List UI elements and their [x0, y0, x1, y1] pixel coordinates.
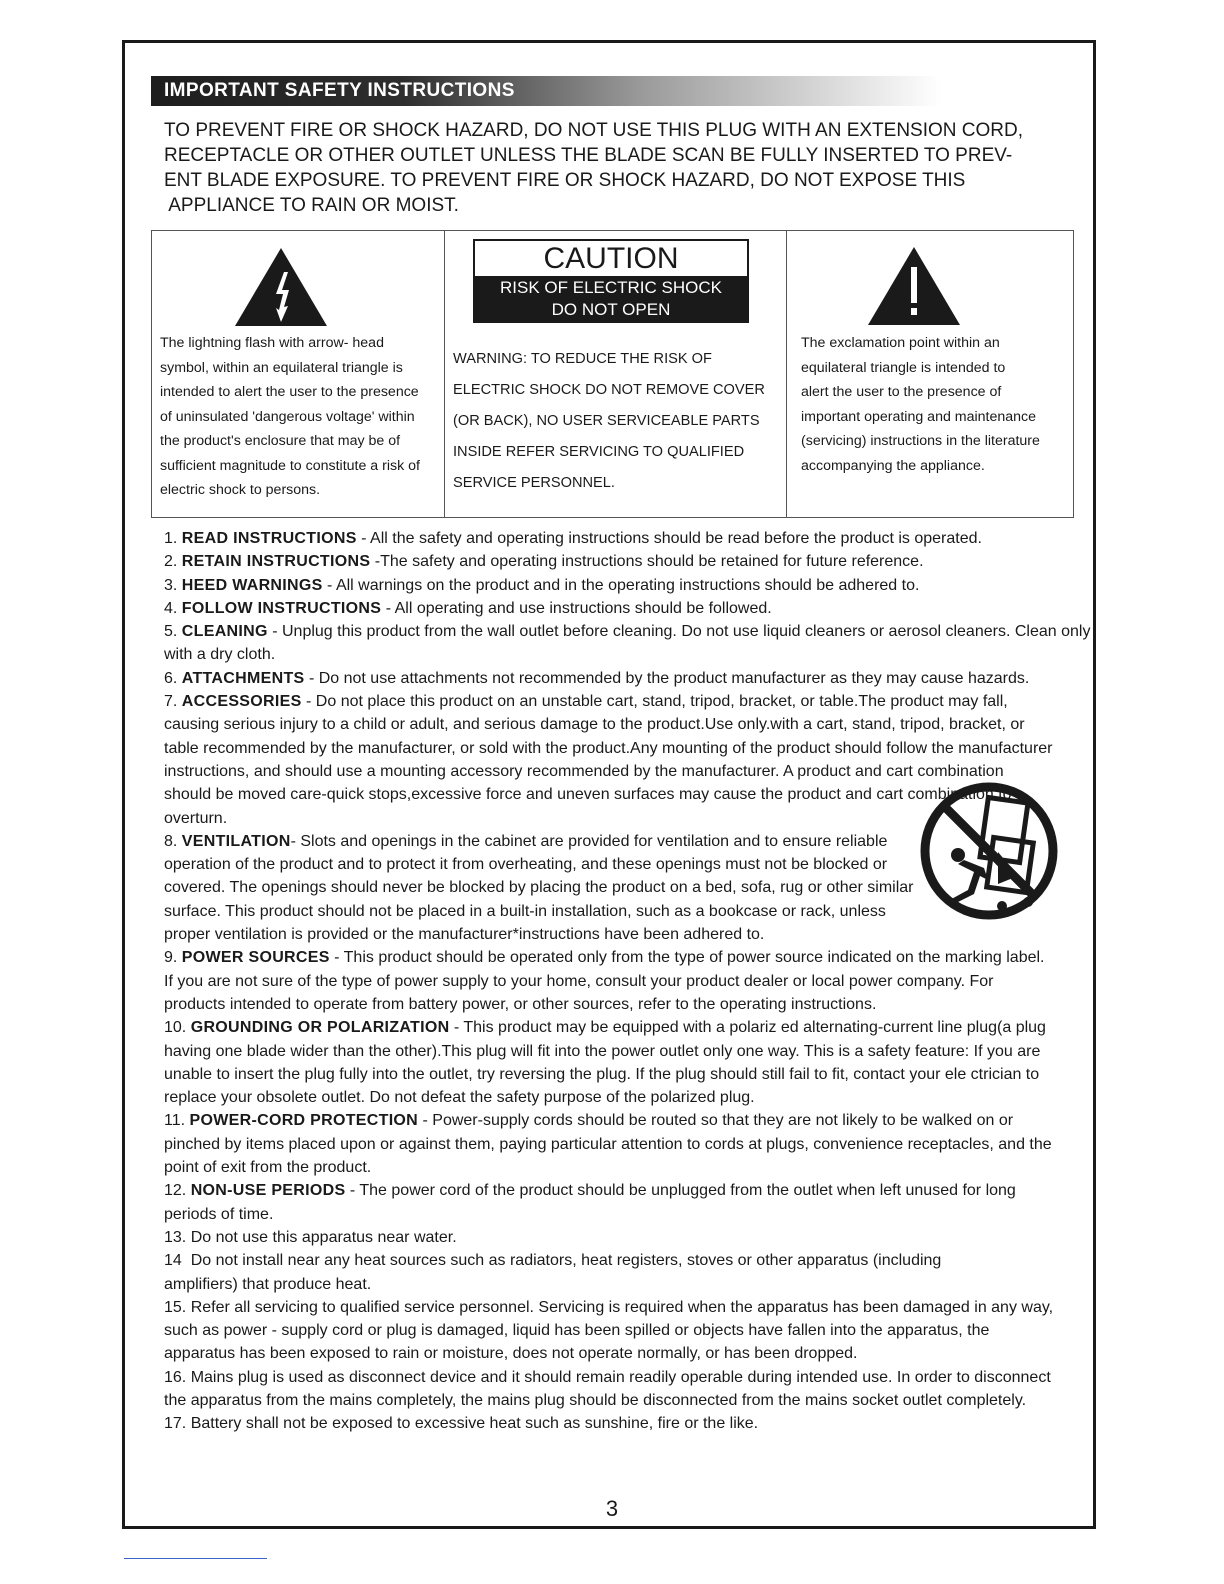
list-item: 15. Refer all servicing to qualified service personnel. Servicing is required when the apparatus has been damaged in any way, such as power - supply cord or plug is damaged, liquid has been spilled or objects have fallen into the apparatus, the apparatus has been exposed to rain or moisture, does not operate normally, or has been dropped.: [164, 1298, 1054, 1363]
list-item: 8. VENTILATION- Slots and openings in the cabinet are provided for ventilation and to ensure reliable operation of the product and to protect it from overheating, and these openings must not be blocked or covered. The openings should never be blocked by placing the product on a bed, sofa, rug or other similar surface. This product should not be placed in a built-in installation, such as a bookcase or rack, unless proper ventilation is provided or the manufacturer*instructions have been adhered to.: [164, 832, 914, 944]
exclamation-column: [787, 231, 1073, 517]
exclamation-description: The exclamation point within an equilateral triangle is intended to alert the user to the presence of important operating and maintenance (servicing) instructions in the literature accompanying the appliance.: [801, 335, 1040, 474]
section-header: [151, 76, 941, 106]
section-title: IMPORTANT SAFETY INSTRUCTIONS: [164, 80, 515, 101]
list-item: 13. Do not use this apparatus near water.: [164, 1228, 457, 1246]
exclamation-triangle-icon: [865, 243, 963, 329]
intro-line: ENT BLADE EXPOSURE. TO PREVENT FIRE OR SHOCK HAZARD, DO NOT EXPOSE THIS: [164, 170, 966, 191]
page-number: 3: [605, 1496, 619, 1521]
list-item: 16. Mains plug is used as disconnect device and it should remain readily operable during intended use. In order to disconnect the apparatus from the mains completely, the mains plug should be disconnected from the mains socket outlet completely.: [164, 1368, 1051, 1409]
caution-subtitle: RISK OF ELECTRIC SHOCK DO NOT OPEN: [475, 276, 747, 321]
caution-warning-text: WARNING: TO REDUCE THE RISK OF ELECTRIC SHOCK DO NOT REMOVE COVER (OR BACK), NO USER SERVICEABLE PARTS INSIDE REFER SERVICING TO QUALIFIED SERVICE PERSONNEL.: [453, 351, 765, 491]
intro-line: RECEPTACLE OR OTHER OUTLET UNLESS THE BLADE SCAN BE FULLY INSERTED TO PREV-: [164, 145, 1013, 166]
footer-rule: [124, 1558, 267, 1559]
list-item: 4. FOLLOW INSTRUCTIONS - All operating and use instructions should be followed.: [164, 599, 772, 617]
list-item: 14 Do not install near any heat sources such as radiators, heat registers, stoves or other apparatus (including amplifiers) that produce heat.: [164, 1252, 946, 1293]
intro-line: TO PREVENT FIRE OR SHOCK HAZARD, DO NOT USE THIS PLUG WITH AN EXTENSION CORD,: [164, 120, 1023, 141]
list-item: 3. HEED WARNINGS - All warnings on the product and in the operating instructions should be adhered to.: [164, 576, 920, 594]
list-item: 2. RETAIN INSTRUCTIONS -The safety and operating instructions should be retained for future reference.: [164, 553, 924, 571]
list-item: 6. ATTACHMENTS - Do not use attachments not recommended by the product manufacturer as they may cause hazards.: [164, 669, 1030, 687]
lightning-description: The lightning flash with arrow- head symbol, within an equilateral triangle is intended to alert the user to the presence of uninsulated 'dangerous voltage' within the product's enclosure that may be of sufficient magnitude to constitute a risk of electric shock to persons.: [160, 335, 420, 498]
lightning-column: [152, 231, 445, 517]
instructions-list: [164, 527, 1094, 1436]
caution-label: [473, 239, 749, 323]
list-item: 17. Battery shall not be exposed to excessive heat such as sunshine, fire or the like.: [164, 1415, 759, 1433]
list-item: 11. POWER-CORD PROTECTION - Power-supply cords should be routed so that they are not likely to be walked on or pinched by items placed upon or against them, paying particular attention to cords at plugs, convenience receptacles, and the point of exit from the product.: [164, 1112, 1052, 1177]
lightning-triangle-icon: [232, 244, 330, 330]
list-item: 7. ACCESSORIES - Do not place this product on an unstable cart, stand, tripod, bracket, or table.The product may fall, causing serious injury to a child or adult, and serious damage to the product.Use only.with a cart, stand, tripod, bracket, or table recommended by the manufacturer, or sold with the product.Any mounting of the product should follow the manufacturer instructions, and should use a mounting accessory recommended by the manufacturer. A product and cart combination should be moved care-quick stops,excessive force and uneven surfaces may cause the product and cart combination to overturn.: [164, 693, 1053, 827]
list-item: 1. READ INSTRUCTIONS - All the safety and operating instructions should be read before the product is operated.: [164, 530, 982, 547]
list-item: 10. GROUNDING OR POLARIZATION - This product may be equipped with a polariz ed alternating-current line plug(a plug having one blade wider than the other).This plug will fit into the power outlet only one way. This is a safety feature: If you are unable to insert the plug fully into the outlet, try reversing the plug. If the plug should still fail to fit, contact your ele ctrician to replace your obsolete outlet. Do not defeat the safety purpose of the polarized plug.: [164, 1019, 1046, 1107]
list-item: 9. POWER SOURCES - This product should be operated only from the type of power source indicated on the marking label. If you are not sure of the type of power supply to your home, consult your product dealer or local power company. For products intended to operate from battery power, or other sources, refer to the operating instructions.: [164, 949, 1045, 1013]
symbols-table: [151, 230, 1074, 518]
intro-line: APPLIANCE TO RAIN OR MOIST.: [164, 195, 459, 216]
list-item: 12. NON-USE PERIODS - The power cord of the product should be unplugged from the outlet when left unused for long periods of time.: [164, 1182, 1016, 1223]
intro-warning: [164, 118, 1084, 218]
list-item: 5. CLEANING - Unplug this product from the wall outlet before cleaning. Do not use liquid cleaners or aerosol cleaners. Clean only with a dry cloth.: [164, 623, 1091, 664]
caution-column: [445, 231, 787, 517]
caution-title: CAUTION: [543, 242, 679, 275]
cart-tipover-warning-icon: [918, 780, 1060, 922]
